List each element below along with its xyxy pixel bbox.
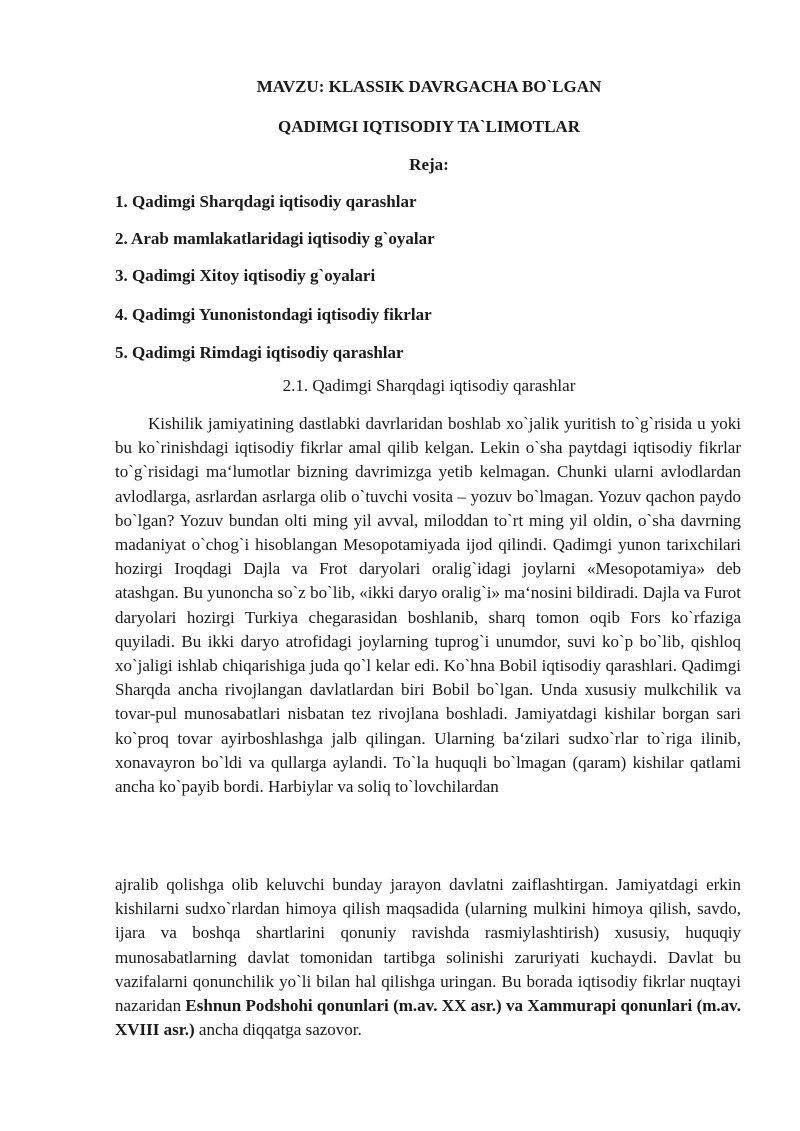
body-paragraph-2	[115, 873, 741, 1042]
plan-list	[115, 192, 435, 380]
paragraph-2-text-end: ancha diqqatga sazovor.	[194, 1020, 362, 1040]
plan-item: 1. Qadimgi Sharqdagi iqtisodiy qarashlar	[115, 192, 417, 211]
topic-title-line-2: QADIMGI IQTISODIY TA`LIMOTLAR	[278, 117, 580, 136]
paragraph-2-text-start: ajralib qolishga olib keluvchi bunday jarayon davlatni zaiflashtirgan. Jamiyatdagi erkin kishilarni sudxo`rlardan himoya qilish maqsadida (ularning mulkini himoya qilish, savdo, ijara va boshqa shartlarini qonuniy ravishda rasmiylashtirish) xususiy, huquqiy munosabatlarning davlat tomonidan tartibga solinishi zaruriyati kuchaydi. Davlat bu vazifalarni qonunchilik yo`li bilan hal qilishga uringan. Bu borada iqtisodiy fikrlar nuqtayi nazaridan	[115, 875, 741, 1016]
plan-item: 4. Qadimgi Yunonistondagi iqtisodiy fikrlar	[115, 305, 432, 324]
section-heading: 2.1. Qadimgi Sharqdagi iqtisodiy qarashlar	[282, 376, 576, 395]
paragraph-2-bold-laws: Eshnun Podshohi qonunlari (m.av. XX asr.) va Xammurapi qonunlari (m.av. XVIII asr.)	[115, 996, 741, 1040]
plan-item: 2. Arab mamlakatlaridagi iqtisodiy g`oyalar	[115, 229, 435, 248]
plan-item: 5. Qadimgi Rimdagi iqtisodiy qarashlar	[115, 343, 404, 362]
plan-label: Reja:	[409, 155, 449, 174]
plan-item: 3. Qadimgi Xitoy iqtisodiy g`oyalari	[115, 266, 376, 285]
body-paragraph-1: Kishilik jamiyatining dastlabki davrlaridan boshlab xo`jalik yuritish to`g`risida u yoki bu ko`rinishdagi iqtisodiy fikrlar amal qilib kelgan. Lekin o`sha paytdagi iqtisodiy fikrlar to`g`risidagi ma‘lumotlar bizning davrimizga yetib kelmagan. Chunki ularni avlodlardan avlodlarga, asrlardan asrlarga olib o`tuvchi vosita – yozuv bo`lmagan. Yozuv qachon paydo bo`lgan? Yozuv bundan olti ming yil avval, miloddan to`rt ming yil oldin, o`sha davrning madaniyat o`chog`i hisoblangan Mesopotamiyada ijod qilindi. Qadimgi yunon tarixchilari hozirgi Iroqdagi Dajla va Frot daryolari oralig`idagi joylarni «Mesopotamiya» deb atashgan. Bu yunoncha so`z bo`lib, «ikki daryo oralig`i» ma‘nosini bildiradi. Dajla va Furot daryolari hozirgi Turkiya chegarasidan boshlanib, sharq tomon oqib Fors ko`rfaziga quyiladi. Bu ikki daryo atrofidagi joylarning tuprog`i unumdor, suvi ko`p bo`lib, qishloq xo`jaligi ishlab chiqarishiga juda qo`l kelar edi. Ko`hna Bobil iqtisodiy qarashlari. Qadimgi Sharqda ancha rivojlangan davlatlardan biri Bobil bo`lgan. Unda xususiy mulkchilik va tovar-pul munosabatlari nisbatan tez rivojlana boshladi. Jamiyatdagi kishilar borgan sari ko`proq tovar ayirboshlashga jalb qilingan. Ularning ba‘zilari sudxo`rlar to`riga ilinib, xonavayron bo`ldi va qullarga aylandi. To`la huquqli bo`lmagan (qaram) kishilar qatlami ancha ko`payib bordi. Harbiylar va soliq to`lovchilardan	[115, 414, 741, 797]
topic-title-line-1: MAVZU: KLASSIK DAVRGACHA BO`LGAN	[256, 77, 602, 96]
